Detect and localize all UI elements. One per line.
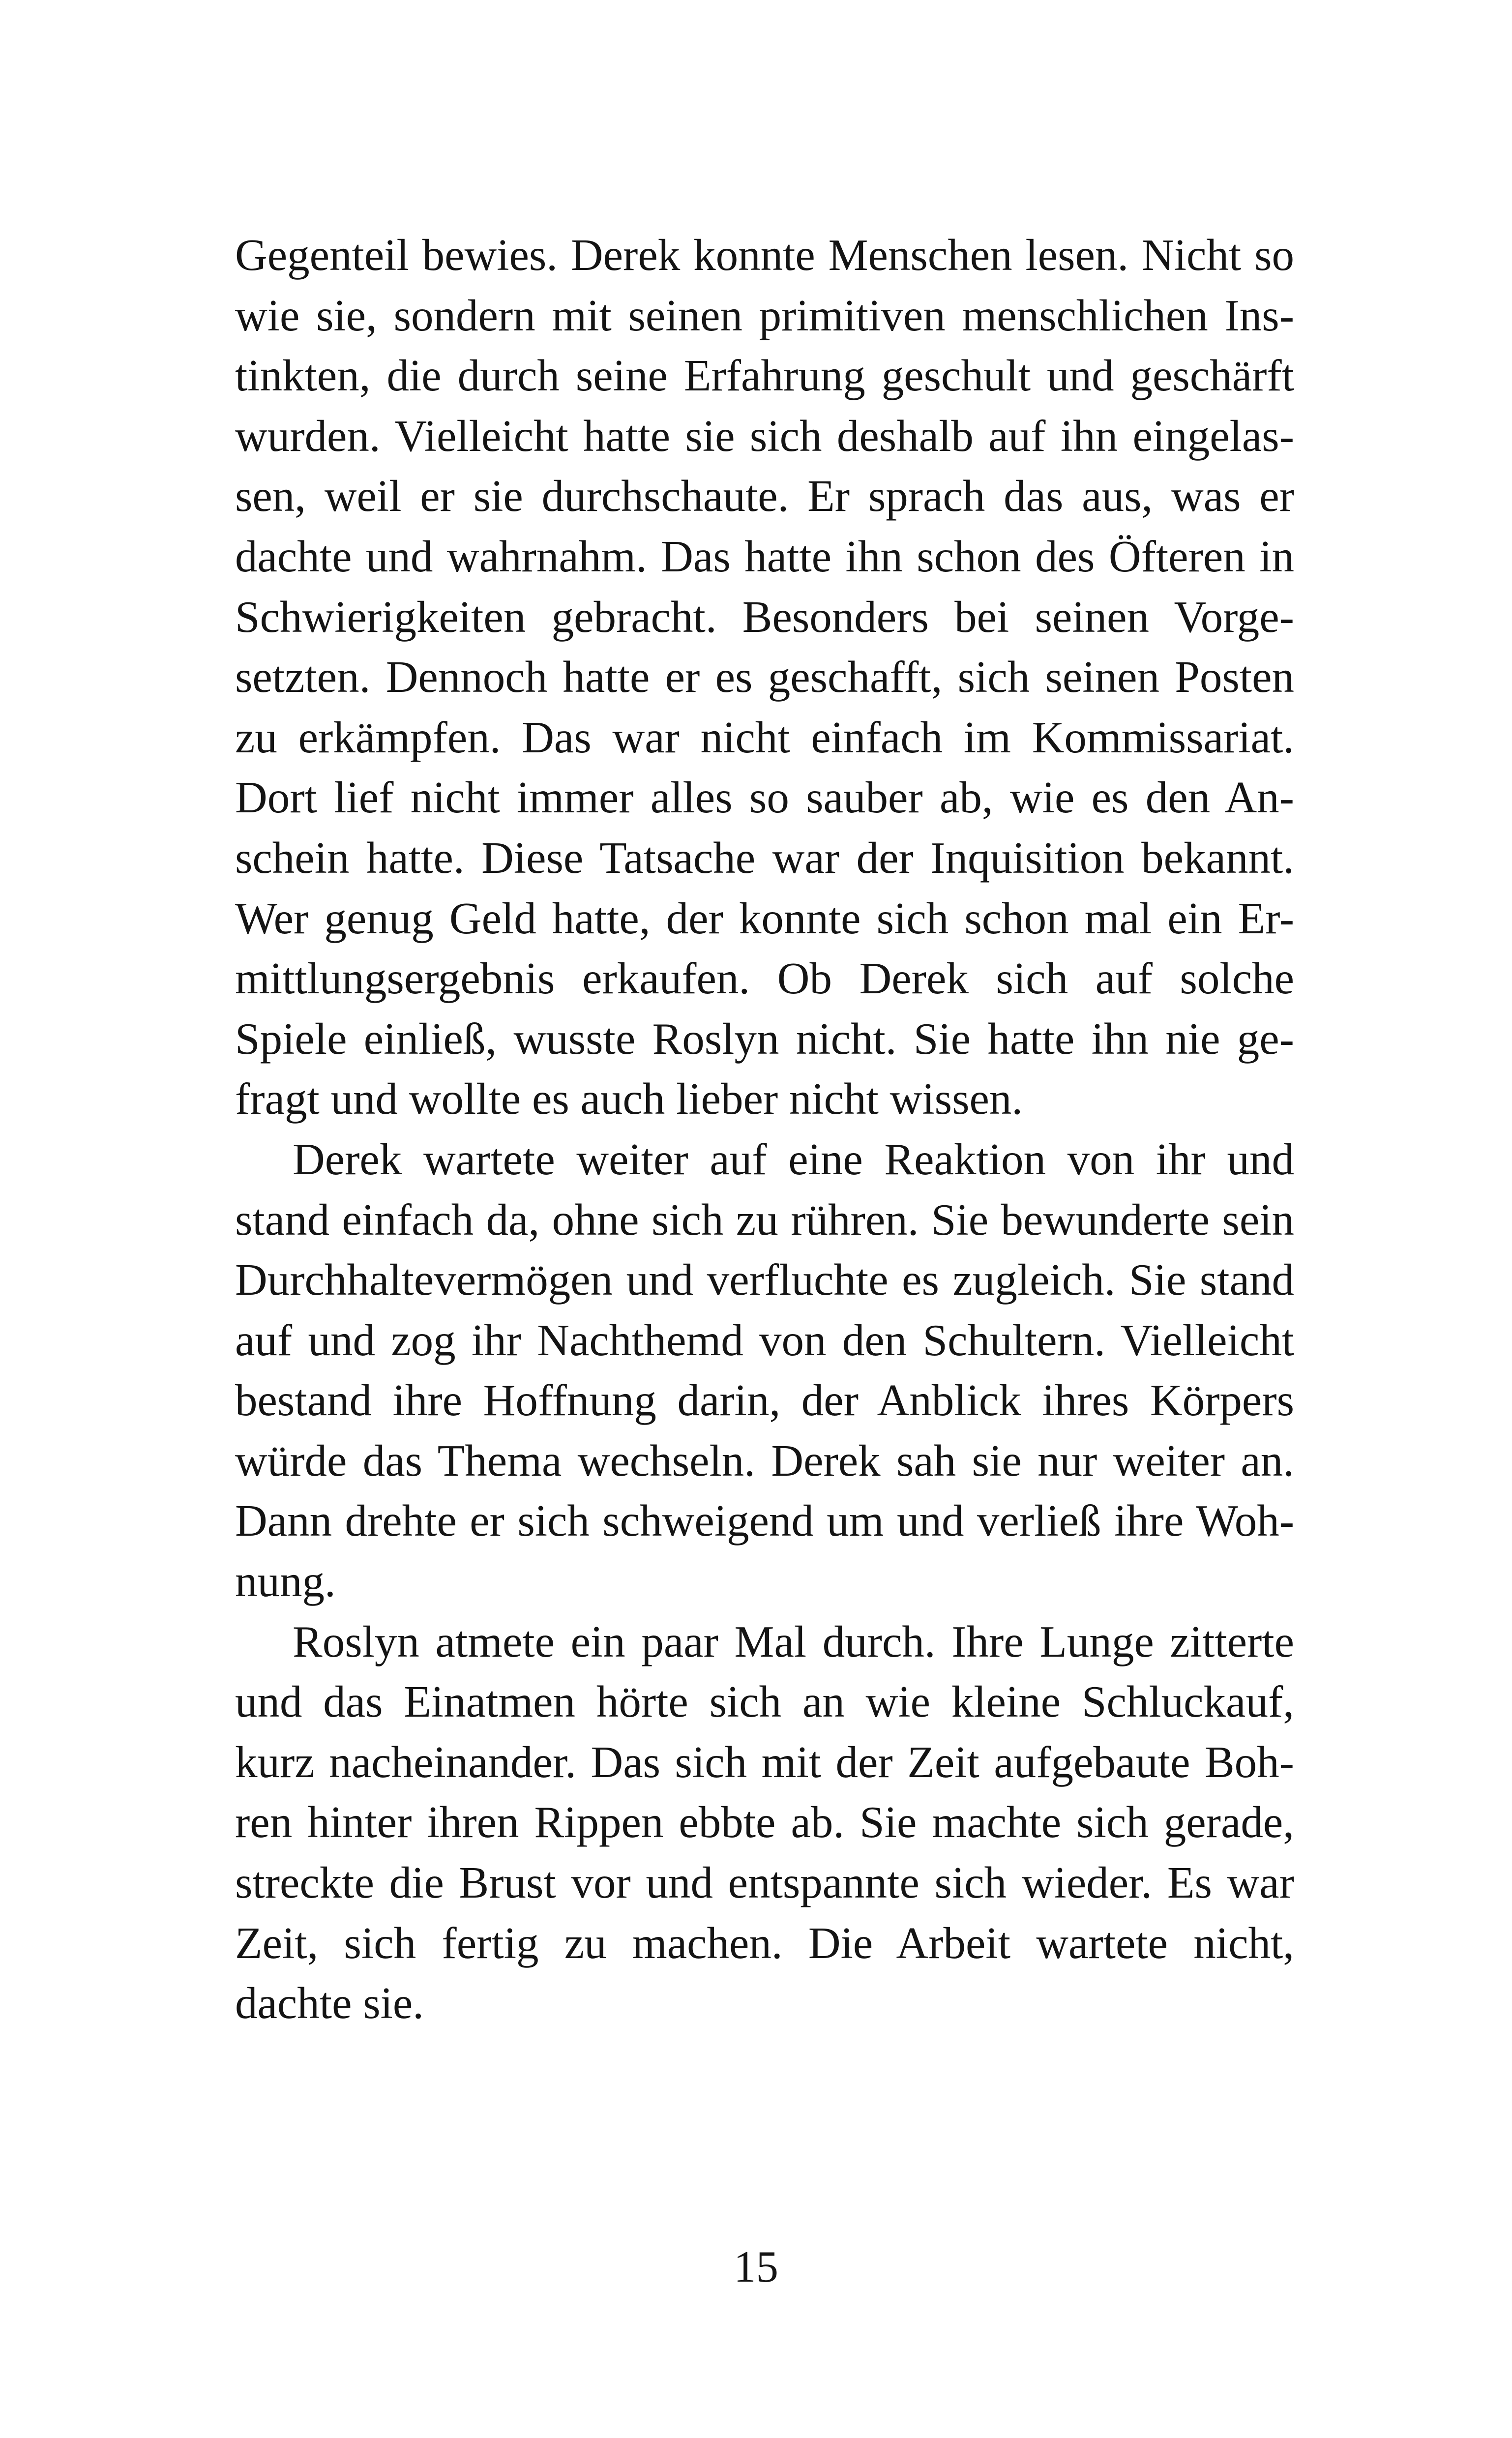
text-line: Durchhaltevermögen und verfluchte es zugleich. Sie stand	[235, 1255, 1294, 1305]
text-line: würde das Thema wechseln. Derek sah sie nur weiter an.	[235, 1435, 1294, 1486]
text-line: und das Einatmen hörte sich an wie kleine Schluckauf,	[235, 1677, 1294, 1727]
text-line: dachte und wahrnahm. Das hatte ihn schon des Öfteren in	[235, 531, 1294, 581]
page-number: 15	[734, 2242, 778, 2291]
text-line: mittlungsergebnis erkaufen. Ob Derek sich auf solche	[235, 953, 1294, 1004]
text-line: kurz nacheinander. Das sich mit der Zeit aufgebaute Boh-	[235, 1737, 1294, 1787]
text-line: Derek wartete weiter auf eine Reaktion von ihr und	[293, 1134, 1294, 1184]
text-line: ren hinter ihren Rippen ebbte ab. Sie machte sich gerade,	[235, 1797, 1294, 1847]
text-line: fragt und wollte es auch lieber nicht wissen.	[235, 1074, 1023, 1124]
text-line: Schwierigkeiten gebracht. Besonders bei seinen Vorge-	[235, 592, 1294, 642]
text-line: dachte sie.	[235, 1978, 424, 2028]
paragraph	[235, 1612, 1294, 2034]
text-line: Roslyn atmete ein paar Mal durch. Ihre Lunge zitterte	[293, 1616, 1294, 1666]
body-text	[235, 225, 1294, 2034]
text-line: Wer genug Geld hatte, der konnte sich schon mal ein Er-	[235, 893, 1294, 943]
text-line: wurden. Vielleicht hatte sie sich deshalb auf ihn eingelas-	[235, 411, 1294, 461]
text-line: tinkten, die durch seine Erfahrung geschult und geschärft	[235, 351, 1294, 401]
text-line: sen, weil er sie durchschaute. Er sprach das aus, was er	[235, 471, 1294, 521]
text-line: auf und zog ihr Nachthemd von den Schultern. Vielleicht	[235, 1315, 1294, 1365]
text-line: setzten. Dennoch hatte er es geschafft, sich seinen Posten	[235, 652, 1294, 702]
text-line: Dort lief nicht immer alles so sauber ab, wie es den An-	[235, 773, 1294, 823]
text-line: stand einfach da, ohne sich zu rühren. Sie bewunderte sein	[235, 1194, 1294, 1245]
text-line: bestand ihre Hoffnung darin, der Anblick ihres Körpers	[235, 1375, 1294, 1426]
text-line: Spiele einließ, wusste Roslyn nicht. Sie hatte ihn nie ge-	[235, 1013, 1294, 1064]
text-line: schein hatte. Diese Tatsache war der Inquisition bekannt.	[235, 832, 1294, 883]
text-line: nung.	[235, 1556, 336, 1606]
text-line: wie sie, sondern mit seinen primitiven menschlichen Ins-	[235, 290, 1294, 340]
text-line: Zeit, sich fertig zu machen. Die Arbeit wartete nicht,	[235, 1918, 1294, 1968]
paragraph	[235, 225, 1294, 1130]
text-line: streckte die Brust vor und entspannte sich wieder. Es war	[235, 1858, 1294, 1908]
text-line: zu erkämpfen. Das war nicht einfach im Kommissariat.	[235, 712, 1294, 762]
text-line: Gegenteil bewies. Derek konnte Menschen lesen. Nicht so	[235, 230, 1294, 280]
paragraph	[235, 1130, 1294, 1612]
text-line: Dann drehte er sich schweigend um und verließ ihre Woh-	[235, 1496, 1294, 1546]
